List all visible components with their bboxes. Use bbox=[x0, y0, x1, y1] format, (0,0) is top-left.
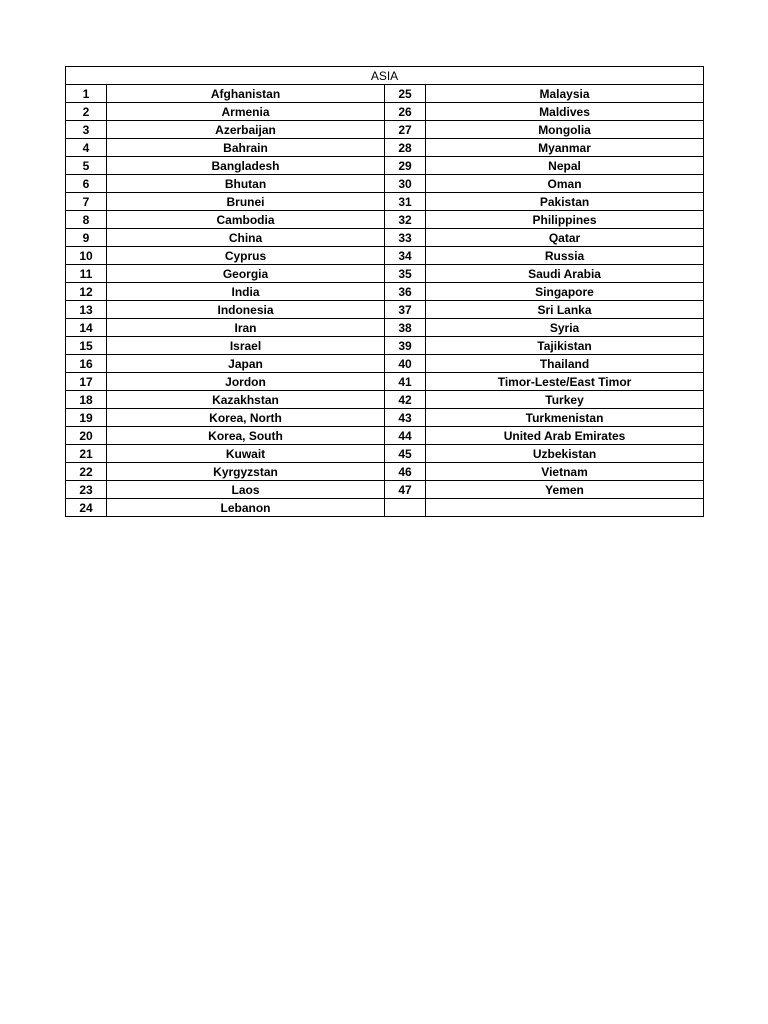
left-country-cell: Armenia bbox=[107, 103, 385, 121]
right-number-cell: 36 bbox=[385, 283, 426, 301]
right-number-cell: 47 bbox=[385, 481, 426, 499]
left-country-cell: Lebanon bbox=[107, 499, 385, 517]
table-row bbox=[66, 373, 704, 391]
left-country-cell: Jordon bbox=[107, 373, 385, 391]
right-country-cell: Maldives bbox=[426, 103, 704, 121]
table-row bbox=[66, 229, 704, 247]
right-number-cell: 39 bbox=[385, 337, 426, 355]
table-row bbox=[66, 121, 704, 139]
right-country-cell: Russia bbox=[426, 247, 704, 265]
right-country-cell: Vietnam bbox=[426, 463, 704, 481]
left-country-cell: Laos bbox=[107, 481, 385, 499]
right-number-cell bbox=[385, 499, 426, 517]
left-country-cell: Korea, South bbox=[107, 427, 385, 445]
right-number-cell: 34 bbox=[385, 247, 426, 265]
left-number-cell: 6 bbox=[66, 175, 107, 193]
right-number-cell: 43 bbox=[385, 409, 426, 427]
right-number-cell: 30 bbox=[385, 175, 426, 193]
right-country-cell: Tajikistan bbox=[426, 337, 704, 355]
right-country-cell: Uzbekistan bbox=[426, 445, 704, 463]
table-row bbox=[66, 391, 704, 409]
table-row bbox=[66, 445, 704, 463]
table-row bbox=[66, 427, 704, 445]
right-country-cell: Malaysia bbox=[426, 85, 704, 103]
right-country-cell: United Arab Emirates bbox=[426, 427, 704, 445]
right-country-cell bbox=[426, 499, 704, 517]
left-country-cell: Afghanistan bbox=[107, 85, 385, 103]
left-country-cell: Indonesia bbox=[107, 301, 385, 319]
table-row bbox=[66, 175, 704, 193]
left-number-cell: 23 bbox=[66, 481, 107, 499]
right-country-cell: Oman bbox=[426, 175, 704, 193]
right-number-cell: 40 bbox=[385, 355, 426, 373]
left-number-cell: 18 bbox=[66, 391, 107, 409]
left-country-cell: Iran bbox=[107, 319, 385, 337]
right-country-cell: Syria bbox=[426, 319, 704, 337]
right-number-cell: 28 bbox=[385, 139, 426, 157]
right-country-cell: Thailand bbox=[426, 355, 704, 373]
left-number-cell: 1 bbox=[66, 85, 107, 103]
left-country-cell: China bbox=[107, 229, 385, 247]
right-number-cell: 45 bbox=[385, 445, 426, 463]
left-number-cell: 7 bbox=[66, 193, 107, 211]
left-number-cell: 10 bbox=[66, 247, 107, 265]
table-row bbox=[66, 85, 704, 103]
left-country-cell: Bangladesh bbox=[107, 157, 385, 175]
table-row bbox=[66, 409, 704, 427]
table-body bbox=[66, 67, 704, 517]
right-country-cell: Qatar bbox=[426, 229, 704, 247]
right-number-cell: 29 bbox=[385, 157, 426, 175]
left-number-cell: 15 bbox=[66, 337, 107, 355]
left-country-cell: Cambodia bbox=[107, 211, 385, 229]
asia-countries-table bbox=[65, 66, 704, 517]
left-number-cell: 5 bbox=[66, 157, 107, 175]
left-country-cell: India bbox=[107, 283, 385, 301]
left-country-cell: Georgia bbox=[107, 265, 385, 283]
left-number-cell: 3 bbox=[66, 121, 107, 139]
right-number-cell: 42 bbox=[385, 391, 426, 409]
left-country-cell: Bahrain bbox=[107, 139, 385, 157]
left-number-cell: 12 bbox=[66, 283, 107, 301]
right-number-cell: 44 bbox=[385, 427, 426, 445]
left-number-cell: 4 bbox=[66, 139, 107, 157]
left-country-cell: Brunei bbox=[107, 193, 385, 211]
right-country-cell: Singapore bbox=[426, 283, 704, 301]
left-country-cell: Bhutan bbox=[107, 175, 385, 193]
right-number-cell: 25 bbox=[385, 85, 426, 103]
table-title: ASIA bbox=[66, 67, 704, 85]
table-row bbox=[66, 283, 704, 301]
table-row bbox=[66, 355, 704, 373]
right-number-cell: 41 bbox=[385, 373, 426, 391]
table-row bbox=[66, 301, 704, 319]
left-country-cell: Japan bbox=[107, 355, 385, 373]
left-number-cell: 17 bbox=[66, 373, 107, 391]
left-number-cell: 21 bbox=[66, 445, 107, 463]
right-number-cell: 33 bbox=[385, 229, 426, 247]
table-row bbox=[66, 319, 704, 337]
table-row bbox=[66, 193, 704, 211]
left-country-cell: Israel bbox=[107, 337, 385, 355]
right-number-cell: 38 bbox=[385, 319, 426, 337]
table-row bbox=[66, 211, 704, 229]
left-number-cell: 22 bbox=[66, 463, 107, 481]
right-country-cell: Sri Lanka bbox=[426, 301, 704, 319]
left-country-cell: Cyprus bbox=[107, 247, 385, 265]
left-number-cell: 11 bbox=[66, 265, 107, 283]
left-number-cell: 2 bbox=[66, 103, 107, 121]
table-row bbox=[66, 337, 704, 355]
right-country-cell: Pakistan bbox=[426, 193, 704, 211]
right-number-cell: 46 bbox=[385, 463, 426, 481]
left-number-cell: 16 bbox=[66, 355, 107, 373]
table-row bbox=[66, 499, 704, 517]
right-country-cell: Yemen bbox=[426, 481, 704, 499]
right-number-cell: 31 bbox=[385, 193, 426, 211]
left-country-cell: Korea, North bbox=[107, 409, 385, 427]
left-country-cell: Kuwait bbox=[107, 445, 385, 463]
right-country-cell: Myanmar bbox=[426, 139, 704, 157]
left-country-cell: Azerbaijan bbox=[107, 121, 385, 139]
right-country-cell: Turkmenistan bbox=[426, 409, 704, 427]
left-number-cell: 8 bbox=[66, 211, 107, 229]
table-title-row bbox=[66, 67, 704, 85]
left-number-cell: 13 bbox=[66, 301, 107, 319]
right-number-cell: 27 bbox=[385, 121, 426, 139]
left-country-cell: Kyrgyzstan bbox=[107, 463, 385, 481]
left-number-cell: 9 bbox=[66, 229, 107, 247]
left-number-cell: 19 bbox=[66, 409, 107, 427]
table-row bbox=[66, 481, 704, 499]
table-row bbox=[66, 139, 704, 157]
left-number-cell: 20 bbox=[66, 427, 107, 445]
table-row bbox=[66, 157, 704, 175]
table-row bbox=[66, 463, 704, 481]
right-country-cell: Turkey bbox=[426, 391, 704, 409]
right-country-cell: Mongolia bbox=[426, 121, 704, 139]
right-number-cell: 32 bbox=[385, 211, 426, 229]
right-country-cell: Philippines bbox=[426, 211, 704, 229]
table-row bbox=[66, 103, 704, 121]
right-country-cell: Saudi Arabia bbox=[426, 265, 704, 283]
left-number-cell: 24 bbox=[66, 499, 107, 517]
right-number-cell: 35 bbox=[385, 265, 426, 283]
right-number-cell: 26 bbox=[385, 103, 426, 121]
table-row bbox=[66, 265, 704, 283]
right-country-cell: Nepal bbox=[426, 157, 704, 175]
right-country-cell: Timor-Leste/East Timor bbox=[426, 373, 704, 391]
table-row bbox=[66, 247, 704, 265]
right-number-cell: 37 bbox=[385, 301, 426, 319]
left-country-cell: Kazakhstan bbox=[107, 391, 385, 409]
left-number-cell: 14 bbox=[66, 319, 107, 337]
